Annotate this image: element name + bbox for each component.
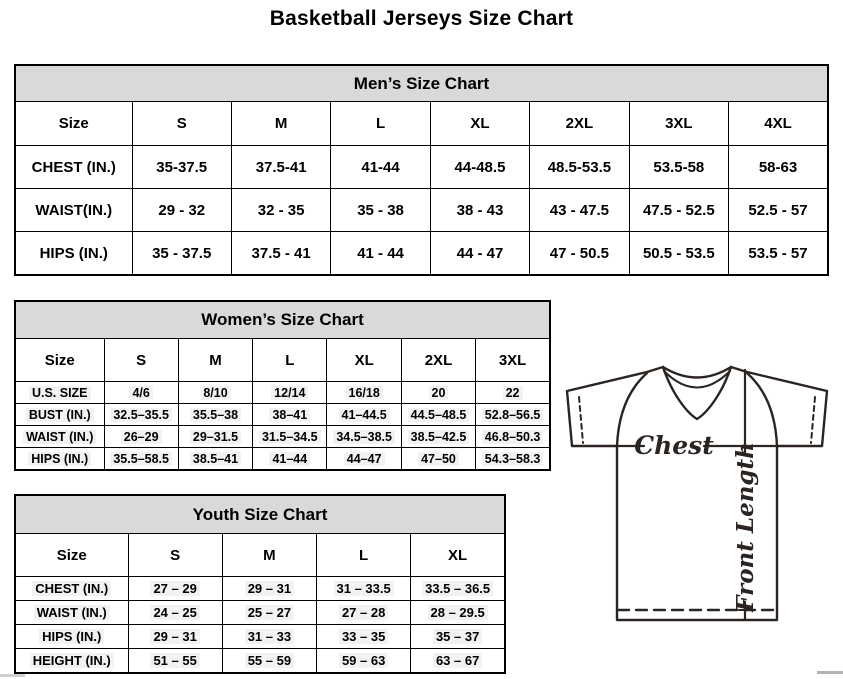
cell: 22 — [476, 382, 550, 404]
front-length-label: Front Length — [732, 442, 759, 612]
cell: 32 - 35 — [231, 189, 330, 232]
cell: 47 - 50.5 — [530, 232, 629, 276]
scrollbar-fragment-right — [817, 671, 843, 674]
cell: 4/6 — [104, 382, 178, 404]
cell: 35.5–38 — [178, 404, 252, 426]
table-row — [15, 625, 505, 649]
cell: 4XL — [729, 102, 828, 146]
cell: 44.5–48.5 — [401, 404, 475, 426]
cell: 48.5-53.5 — [530, 146, 629, 189]
size-header-cell: Size — [15, 339, 104, 382]
size-header-cell: Size — [15, 534, 128, 577]
cell: 47–50 — [401, 448, 475, 471]
cell: 59 – 63 — [317, 649, 411, 674]
cell: 31 – 33.5 — [317, 577, 411, 601]
table-row — [15, 232, 828, 276]
row-label: CHEST (IN.) — [15, 577, 128, 601]
cell: XL — [327, 339, 401, 382]
row-label: HEIGHT (IN.) — [15, 649, 128, 674]
row-label: WAIST (IN.) — [15, 601, 128, 625]
cell: XL — [430, 102, 529, 146]
table-row — [15, 601, 505, 625]
cell: 33.5 – 36.5 — [411, 577, 505, 601]
cell: 35.5–58.5 — [104, 448, 178, 471]
cell: 38.5–41 — [178, 448, 252, 471]
cell: 55 – 59 — [222, 649, 316, 674]
cell: 44 - 47 — [430, 232, 529, 276]
cell: 31 – 33 — [222, 625, 316, 649]
mens-table-title: Men’s Size Chart — [15, 65, 828, 102]
cell: M — [231, 102, 330, 146]
cell: L — [331, 102, 430, 146]
cell: 52.5 - 57 — [729, 189, 828, 232]
cell: 28 – 29.5 — [411, 601, 505, 625]
cell: 53.5 - 57 — [729, 232, 828, 276]
cell: 63 – 67 — [411, 649, 505, 674]
table-row — [15, 146, 828, 189]
youth-table-title: Youth Size Chart — [15, 495, 505, 534]
cell: S — [132, 102, 231, 146]
cell: 33 – 35 — [317, 625, 411, 649]
row-label: WAIST(IN.) — [15, 189, 132, 232]
cell: 52.8–56.5 — [476, 404, 550, 426]
table-row — [15, 426, 550, 448]
cell: 41–44.5 — [327, 404, 401, 426]
cell: 44–47 — [327, 448, 401, 471]
cell: 24 – 25 — [128, 601, 222, 625]
cell: 53.5-58 — [629, 146, 728, 189]
cell: 31.5–34.5 — [253, 426, 327, 448]
cell: XL — [411, 534, 505, 577]
cell: 35 - 37.5 — [132, 232, 231, 276]
cell: 38 - 43 — [430, 189, 529, 232]
womens-table-title: Women’s Size Chart — [15, 301, 550, 339]
cell: 16/18 — [327, 382, 401, 404]
row-label: HIPS (IN.) — [15, 625, 128, 649]
chest-label: Chest — [634, 431, 714, 460]
row-label: WAIST (IN.) — [15, 426, 104, 448]
jersey-outline — [567, 367, 827, 620]
cell: 3XL — [476, 339, 550, 382]
cell: 38–41 — [253, 404, 327, 426]
cell: 25 – 27 — [222, 601, 316, 625]
table-row — [15, 102, 828, 146]
cell: 44-48.5 — [430, 146, 529, 189]
cell: 29 – 31 — [128, 625, 222, 649]
table-row — [15, 649, 505, 674]
cell: 46.8–50.3 — [476, 426, 550, 448]
cell: 58-63 — [729, 146, 828, 189]
cell: 50.5 - 53.5 — [629, 232, 728, 276]
cell: L — [317, 534, 411, 577]
page-title: Basketball Jerseys Size Chart — [269, 7, 574, 30]
cell: 8/10 — [178, 382, 252, 404]
cell: 43 - 47.5 — [530, 189, 629, 232]
cell: 26–29 — [104, 426, 178, 448]
cell: 38.5–42.5 — [401, 426, 475, 448]
cell: 37.5 - 41 — [231, 232, 330, 276]
cell: 34.5–38.5 — [327, 426, 401, 448]
cell: 2XL — [401, 339, 475, 382]
cell: L — [253, 339, 327, 382]
row-label: CHEST (IN.) — [15, 146, 132, 189]
cell: M — [222, 534, 316, 577]
cell: S — [128, 534, 222, 577]
table-row — [15, 495, 505, 534]
cell: 27 – 29 — [128, 577, 222, 601]
table-row — [15, 382, 550, 404]
row-label: HIPS (IN.) — [15, 448, 104, 471]
jersey-diagram-svg — [556, 356, 838, 630]
table-row — [15, 577, 505, 601]
scrollbar-fragment-left — [0, 674, 25, 677]
cell: 35 - 38 — [331, 189, 430, 232]
table-row — [15, 301, 550, 339]
cell: 41–44 — [253, 448, 327, 471]
table-row — [15, 404, 550, 426]
mens-size-table — [14, 64, 829, 276]
cell: 27 – 28 — [317, 601, 411, 625]
table-row — [15, 448, 550, 471]
table-row — [15, 189, 828, 232]
cell: 54.3–58.3 — [476, 448, 550, 471]
row-label: U.S. SIZE — [15, 382, 104, 404]
cell: 29 – 31 — [222, 577, 316, 601]
cell: 51 – 55 — [128, 649, 222, 674]
row-label: HIPS (IN.) — [15, 232, 132, 276]
cell: 3XL — [629, 102, 728, 146]
table-row — [15, 534, 505, 577]
jersey-measurement-diagram — [556, 356, 838, 630]
cell: S — [104, 339, 178, 382]
cell: 37.5-41 — [231, 146, 330, 189]
cell: 35-37.5 — [132, 146, 231, 189]
cell: 20 — [401, 382, 475, 404]
cell: 29 - 32 — [132, 189, 231, 232]
cell: 32.5–35.5 — [104, 404, 178, 426]
cell: 41-44 — [331, 146, 430, 189]
womens-size-table — [14, 300, 551, 471]
cell: 12/14 — [253, 382, 327, 404]
youth-size-table — [14, 494, 506, 674]
cell: M — [178, 339, 252, 382]
cell: 35 – 37 — [411, 625, 505, 649]
cell: 41 - 44 — [331, 232, 430, 276]
cell: 2XL — [530, 102, 629, 146]
table-row — [15, 339, 550, 382]
table-row — [15, 65, 828, 102]
cell: 47.5 - 52.5 — [629, 189, 728, 232]
row-label: BUST (IN.) — [15, 404, 104, 426]
cell: 29–31.5 — [178, 426, 252, 448]
size-header-cell: Size — [15, 102, 132, 146]
